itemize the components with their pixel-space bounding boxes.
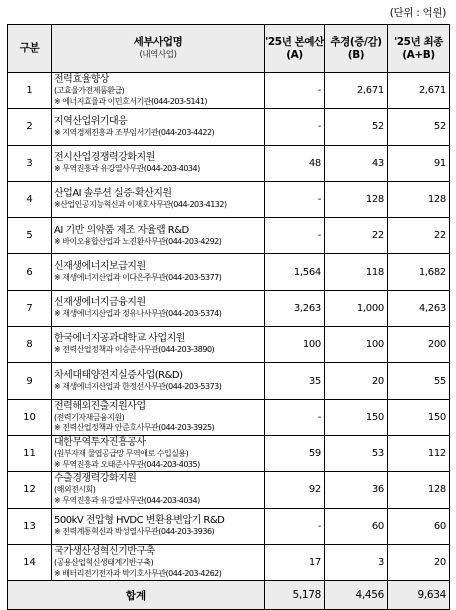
budget-value: 48	[265, 145, 325, 181]
row-number: 14	[8, 544, 52, 580]
budget-value: 92	[265, 472, 325, 508]
row-number: 13	[8, 508, 52, 544]
program-detail: (원부자재 물엽공급망 무역애로 수입실용)	[54, 449, 189, 459]
program-name: 국가생산성혁신기반구축	[54, 546, 155, 557]
header-name-sub: (내역사업)	[139, 49, 177, 60]
table-row	[8, 544, 450, 580]
program-detail: ※ 재생에너지산업과 정유나사무관(044-203-5374)	[54, 309, 222, 319]
change-value: 20	[325, 363, 388, 399]
final-value: 91	[388, 145, 450, 181]
change-value: 118	[325, 254, 388, 290]
program-detail: ※ 무역진흥과 오태준사무관(044-203-4035)	[54, 459, 200, 469]
change-value: 36	[325, 472, 388, 508]
program-name: 지역산업위기대응	[54, 115, 128, 127]
row-number: 2	[8, 109, 52, 145]
program-name-cell	[52, 508, 265, 544]
row-number: 5	[8, 218, 52, 254]
header-final-label: '25년 최종	[393, 35, 444, 48]
header-row	[8, 25, 450, 73]
table-row	[8, 73, 450, 109]
total-row	[8, 581, 450, 610]
program-name-cell	[52, 73, 265, 109]
header-no: 구분	[8, 25, 52, 73]
program-detail: (공용산업혁신생태계기반구축)	[54, 558, 154, 567]
final-value: 1,682	[388, 254, 450, 290]
header-name	[52, 25, 265, 73]
budget-value: 100	[265, 327, 325, 363]
final-value: 22	[388, 218, 450, 254]
budget-value: -	[265, 109, 325, 145]
row-number: 3	[8, 145, 52, 181]
table-row	[8, 254, 450, 290]
program-name: 수출경쟁력강화지원	[54, 473, 137, 485]
change-value: 150	[325, 399, 388, 435]
budget-value: -	[265, 73, 325, 109]
header-change-label: 추경(증/감)	[330, 35, 382, 48]
table-row	[8, 218, 450, 254]
program-name: 차세대태양전지실증사업(R&D)	[54, 369, 183, 381]
row-number: 11	[8, 435, 52, 471]
program-detail: (고효율가전제품환급)	[54, 86, 125, 96]
program-detail: ※ 전력산업정책과 이승준사무관(044-203-3890)	[54, 345, 215, 355]
row-number: 4	[8, 181, 52, 217]
change-value: 22	[325, 218, 388, 254]
row-number: 1	[8, 73, 52, 109]
final-value: 112	[388, 435, 450, 471]
final-value: 128	[388, 472, 450, 508]
program-name-cell	[52, 544, 265, 580]
program-name-cell	[52, 399, 265, 435]
program-name: 산업AI 솔루션 실증·확산지원	[54, 188, 172, 200]
program-name: 전력해외진출지원사업	[54, 400, 146, 412]
program-name-cell	[52, 254, 265, 290]
final-value: 20	[388, 544, 450, 580]
row-number: 9	[8, 363, 52, 399]
program-name-cell	[52, 109, 265, 145]
program-name: 한국에너지공과대학교 사업지원	[54, 333, 185, 345]
row-number: 8	[8, 327, 52, 363]
program-detail: ※ 전력계통혁신과 박성열사무관(044-203-3936)	[54, 526, 215, 536]
header-final-sub: (A+B)	[402, 48, 435, 61]
final-value: 52	[388, 109, 450, 145]
total-change: 4,456	[325, 581, 388, 610]
program-detail: ※ 전력산업정책과 안준호사무관(044-203-3925)	[54, 423, 215, 433]
final-value: 128	[388, 181, 450, 217]
table-row	[8, 181, 450, 217]
change-value: 1,000	[325, 290, 388, 326]
program-name-cell	[52, 290, 265, 326]
program-detail: ※ 재생에너지산업과 이다은주무관(044-203-5377)	[54, 272, 222, 282]
table-row	[8, 109, 450, 145]
program-name: 대한무역투자진흥공사	[54, 437, 146, 449]
program-name-cell	[52, 472, 265, 508]
budget-value: 17	[265, 544, 325, 580]
header-final	[388, 25, 450, 73]
budget-value: 59	[265, 435, 325, 471]
program-name-cell	[52, 181, 265, 217]
table-row	[8, 327, 450, 363]
table-row	[8, 145, 450, 181]
change-value: 100	[325, 327, 388, 363]
table-row	[8, 472, 450, 508]
program-detail: ※산업인공지능혁신과 이재호사무관(044-203-4132)	[54, 200, 227, 210]
header-name-label: 세부사업명	[133, 35, 183, 48]
final-value: 55	[388, 363, 450, 399]
change-value: 43	[325, 145, 388, 181]
program-detail: (해외전시회)	[54, 485, 96, 495]
budget-value: 35	[265, 363, 325, 399]
table-row	[8, 363, 450, 399]
program-name: 전력효율향상	[54, 74, 109, 86]
total-budget: 5,178	[265, 581, 325, 610]
program-name-cell	[52, 218, 265, 254]
table-row	[8, 435, 450, 471]
header-change	[325, 25, 388, 73]
program-detail: ※ 무역진흥과 유강열사무관(044-203-4034)	[54, 495, 200, 505]
program-name: 500kV 전압형 HVDC 변환용변압기 R&D	[54, 514, 225, 526]
row-number: 12	[8, 472, 52, 508]
change-value: 60	[325, 508, 388, 544]
table-body	[8, 73, 450, 581]
program-detail: ※ 무역진흥과 유강열사무관(044-203-4034)	[54, 163, 200, 173]
final-value: 200	[388, 327, 450, 363]
row-number: 10	[8, 399, 52, 435]
budget-value: -	[265, 399, 325, 435]
final-value: 150	[388, 399, 450, 435]
program-name: 신재생에너지금융지원	[54, 297, 146, 309]
change-value: 53	[325, 435, 388, 471]
budget-table	[7, 24, 450, 610]
program-name-cell	[52, 327, 265, 363]
header-change-sub: (B)	[347, 48, 365, 61]
table-row	[8, 290, 450, 326]
table-row	[8, 508, 450, 544]
budget-value: -	[265, 218, 325, 254]
header-budget-sub: (A)	[286, 48, 303, 61]
table-row	[8, 399, 450, 435]
program-name-cell	[52, 363, 265, 399]
total-label: 합계	[8, 581, 265, 610]
header-budget-label: '25년 본예산	[265, 35, 324, 48]
budget-value: -	[265, 508, 325, 544]
program-detail: ※ 지역경제진흥과 조부임서기관(044-203-4422)	[54, 127, 215, 137]
program-detail: ※ 재생에너지산업과 한정선사무관(044-203-5373)	[54, 381, 222, 391]
row-number: 7	[8, 290, 52, 326]
row-number: 6	[8, 254, 52, 290]
change-value: 3	[325, 544, 388, 580]
program-name: 신재생에너지보급지원	[54, 260, 146, 272]
program-detail: (전력기자재금융지원)	[54, 412, 125, 422]
budget-value: 1,564	[265, 254, 325, 290]
final-value: 4,263	[388, 290, 450, 326]
program-detail: ※ 에너지효율과 이민호서기관(044-203-5141)	[54, 96, 207, 106]
program-name-cell	[52, 145, 265, 181]
program-name: 전시산업경쟁력강화지원	[54, 151, 155, 163]
program-name: AI 기반 의약품 제조 자율랩 R&D	[54, 224, 189, 236]
unit-label: (단위 : 억원)	[389, 7, 446, 19]
budget-value: -	[265, 181, 325, 217]
change-value: 52	[325, 109, 388, 145]
final-value: 2,671	[388, 73, 450, 109]
final-value: 60	[388, 508, 450, 544]
header-budget	[265, 25, 325, 73]
program-name-cell	[52, 435, 265, 471]
total-final: 9,634	[388, 581, 450, 610]
change-value: 128	[325, 181, 388, 217]
program-detail: ※ 배터리전기전자과 박기호사무관(044-203-4262)	[54, 568, 222, 578]
budget-value: 3,263	[265, 290, 325, 326]
change-value: 2,671	[325, 73, 388, 109]
program-detail: ※ 바이오융합산업과 노진환사무관(044-203-4292)	[54, 236, 222, 246]
